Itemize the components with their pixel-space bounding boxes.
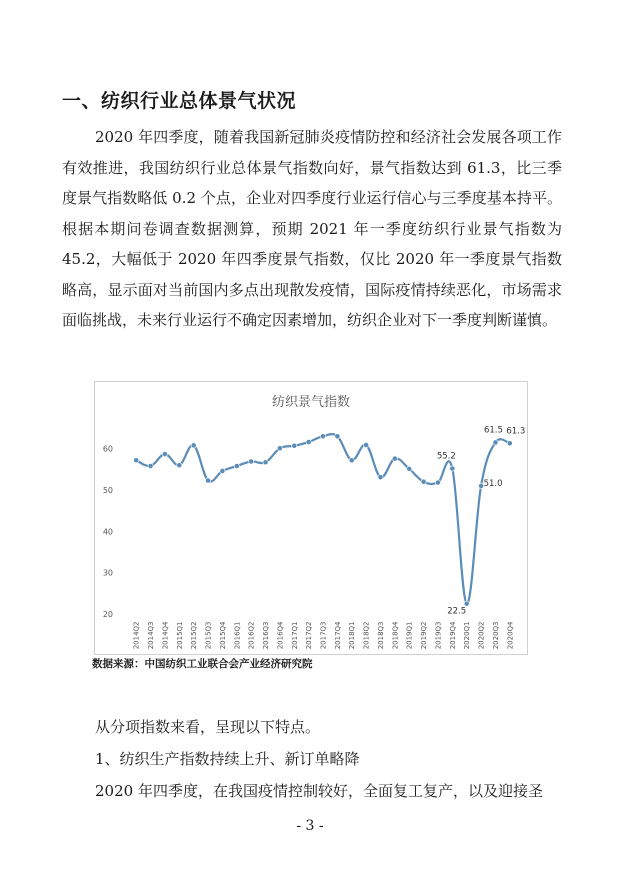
x-tick-label: 2017Q3 xyxy=(319,621,328,650)
data-point xyxy=(134,458,139,463)
x-tick-label: 2016Q4 xyxy=(276,621,285,650)
data-point xyxy=(378,475,383,480)
data-point xyxy=(507,441,512,446)
x-tick-label: 2016Q1 xyxy=(233,621,242,650)
x-tick-label: 2018Q3 xyxy=(376,621,385,650)
data-point xyxy=(450,466,455,471)
y-tick-label: 20 xyxy=(102,610,113,619)
data-label: 22.5 xyxy=(447,606,467,617)
page-number: - 3 - xyxy=(296,818,324,834)
data-point xyxy=(263,460,268,465)
data-point xyxy=(435,480,440,485)
x-tick-label: 2014Q2 xyxy=(132,621,141,650)
x-tick-label: 2020Q1 xyxy=(463,621,472,650)
data-point xyxy=(421,479,426,484)
x-tick-label: 2014Q4 xyxy=(161,621,170,650)
y-tick-label: 50 xyxy=(102,486,113,495)
data-label: 61.5 xyxy=(483,425,503,436)
paragraph-q4-detail: 2020 年四季度，在我国疫情控制较好，全面复工复产，以及迎接圣 xyxy=(95,782,543,800)
section-heading: 一、纺织行业总体景气状况 xyxy=(62,90,297,112)
data-point xyxy=(205,478,210,483)
x-tick-label: 2020Q2 xyxy=(477,621,486,650)
x-tick-label: 2019Q4 xyxy=(448,621,457,650)
data-point xyxy=(335,434,340,439)
x-tick-label: 2018Q2 xyxy=(362,621,371,650)
x-tick-label: 2017Q4 xyxy=(333,621,342,650)
data-point xyxy=(306,439,311,444)
x-tick-label: 2015Q2 xyxy=(190,621,199,650)
x-tick-label: 2019Q1 xyxy=(405,621,414,650)
y-tick-label: 60 xyxy=(102,444,113,454)
x-tick-label: 2014Q3 xyxy=(147,621,156,650)
data-label: 51.0 xyxy=(483,478,503,489)
y-tick-label: 40 xyxy=(102,527,113,537)
x-tick-label: 2017Q1 xyxy=(290,621,299,650)
x-tick-label: 2017Q2 xyxy=(305,621,314,650)
subheading-production-index: 1、纺织生产指数持续上升、新订单略降 xyxy=(95,750,360,768)
x-tick-label: 2015Q1 xyxy=(175,621,184,650)
data-point xyxy=(191,443,196,448)
data-point xyxy=(464,601,469,606)
data-point xyxy=(162,451,167,456)
data-point xyxy=(234,463,239,468)
x-tick-label: 2020Q3 xyxy=(491,621,500,650)
data-point xyxy=(349,458,354,463)
x-tick-label: 2018Q4 xyxy=(391,621,400,650)
x-tick-label: 2020Q4 xyxy=(506,621,515,650)
data-point xyxy=(220,468,225,473)
data-point xyxy=(364,442,369,447)
paragraph-overview: 2020 年四季度，随着我国新冠肺炎疫情防控和经济社会发展各项工作有效推进，我国纺织行业总体景气指数向好，景气指数达到 61.3，比三季度景气指数略低 0.2 个点，企业对四季度行业运行信心与三季度基本持平。根据本期问卷调查数据测算，预期 2021 年一季度纺织行业景气指数为 45.2，大幅低于 2020 年四季度景气指数，仅比 2020 年一季度景气指数略高，显示面对当前国内多点出现散发疫情，国际疫情持续恶化，市场需求面临挑战，未来行业运行不确定因素增加，纺织企业对下一季度判断谨慎。 xyxy=(62,128,562,329)
data-point xyxy=(249,459,254,464)
chart-title: 纺织景气指数 xyxy=(271,395,351,410)
data-point xyxy=(177,463,182,468)
x-tick-label: 2018Q1 xyxy=(348,621,357,650)
data-point xyxy=(277,446,282,451)
x-tick-label: 2016Q3 xyxy=(262,621,271,650)
data-label: 55.2 xyxy=(436,451,456,462)
line-chart xyxy=(95,382,527,654)
source-note: 数据来源：中国纺织工业联合会产业经济研究院 xyxy=(92,658,313,670)
x-tick-label: 2019Q2 xyxy=(420,621,429,650)
paragraph-subindex-intro: 从分项指数来看，呈现以下特点。 xyxy=(95,718,321,736)
data-point xyxy=(148,463,153,468)
chart-frame xyxy=(94,381,528,655)
data-point xyxy=(392,456,397,461)
x-tick-label: 2015Q3 xyxy=(204,621,213,650)
y-tick-label: 30 xyxy=(102,568,113,578)
data-point xyxy=(320,434,325,439)
data-point xyxy=(292,443,297,448)
x-tick-label: 2015Q4 xyxy=(218,621,227,650)
x-tick-label: 2019Q3 xyxy=(434,621,443,650)
x-tick-label: 2016Q2 xyxy=(247,621,256,650)
data-label: 61.3 xyxy=(506,426,526,437)
data-point xyxy=(407,466,412,471)
data-point xyxy=(493,440,498,445)
